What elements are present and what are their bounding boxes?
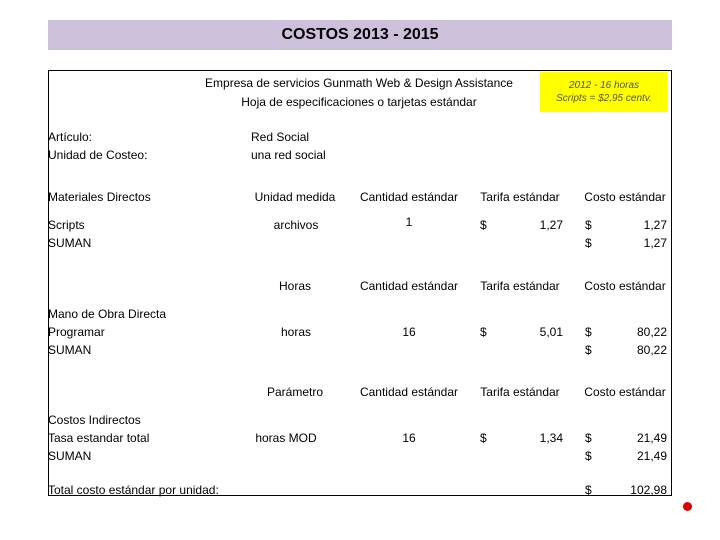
materiales-unit: archivos	[273, 218, 319, 232]
indirectos-item: Tasa estandar total	[48, 431, 150, 445]
company-name: Empresa de servicios Gunmath Web & Design Assistance	[205, 76, 513, 90]
materiales-item: Scripts	[48, 218, 85, 232]
red-dot-marker	[683, 502, 692, 511]
unidad-label: Unidad de Costeo:	[48, 148, 148, 162]
mano-obra-rate-currency: $	[480, 325, 487, 339]
materiales-col-rate: Tarifa estándar	[480, 190, 560, 204]
indirectos-sum: 21,49	[636, 449, 667, 463]
materiales-col-cost: Costo estándar	[584, 190, 666, 204]
indirectos-col-qty: Cantidad estándar	[359, 385, 459, 399]
total-currency: $	[585, 483, 592, 497]
indirectos-sum-currency: $	[585, 449, 592, 463]
note-line-1: 2012 - 16 horas	[568, 80, 640, 91]
mano-obra-cost-currency: $	[585, 325, 592, 339]
title-text: COSTOS 2013 - 2015	[281, 26, 439, 43]
mano-obra-sum-currency: $	[585, 343, 592, 357]
materiales-sum: 1,27	[643, 236, 667, 250]
mano-obra-unit: horas	[280, 325, 312, 339]
mano-obra-rate: 5,01	[539, 325, 563, 339]
mano-obra-col-qty: Cantidad estándar	[359, 279, 459, 293]
indirectos-cost-currency: $	[585, 431, 592, 445]
note-line-2: Scripts = $2,95 centv.	[556, 93, 652, 104]
indirectos-cost: 21,49	[636, 431, 667, 445]
page-title	[48, 20, 672, 50]
total-value: 102,98	[630, 483, 667, 497]
materiales-sum-currency: $	[585, 236, 592, 250]
mano-obra-qty: 16	[402, 325, 416, 339]
materiales-qty: 1	[405, 215, 413, 229]
mano-obra-suman-label: SUMAN	[48, 343, 92, 357]
materiales-rate-currency: $	[480, 218, 487, 232]
mano-obra-cost: 80,22	[636, 325, 667, 339]
articulo-value: Red Social	[251, 130, 310, 144]
mano-obra-col-rate: Tarifa estándar	[480, 279, 560, 293]
total-label: Total costo estándar por unidad:	[48, 483, 219, 497]
indirectos-suman-label: SUMAN	[48, 449, 92, 463]
indirectos-rate-currency: $	[480, 431, 487, 445]
indirectos-col-cost: Costo estándar	[584, 385, 666, 399]
indirectos-col-rate: Tarifa estándar	[480, 385, 560, 399]
materiales-cost-currency: $	[585, 218, 592, 232]
indirectos-section: Costos Indirectos	[48, 413, 141, 427]
indirectos-rate: 1,34	[539, 431, 563, 445]
materiales-cost: 1,27	[643, 218, 667, 232]
note-box	[540, 72, 668, 112]
materiales-suman-label: SUMAN	[48, 236, 92, 250]
materiales-rate: 1,27	[539, 218, 563, 232]
mano-obra-item: Programar	[48, 325, 105, 339]
mano-obra-col-cost: Costo estándar	[584, 279, 666, 293]
mano-obra-col-unit: Horas	[278, 279, 312, 293]
unidad-value: una red social	[251, 148, 326, 162]
indirectos-qty: 16	[402, 431, 416, 445]
sheet-subtitle: Hoja de especificaciones o tarjetas estándar	[241, 95, 477, 109]
mano-obra-sum: 80,22	[636, 343, 667, 357]
materiales-col-unit: Unidad medida	[254, 190, 336, 204]
articulo-label: Artículo:	[48, 130, 93, 144]
indirectos-col-unit: Parámetro	[266, 385, 324, 399]
mano-obra-section: Mano de Obra Directa	[48, 307, 167, 321]
materiales-col-qty: Cantidad estándar	[359, 190, 459, 204]
materiales-section: Materiales Directos	[48, 190, 151, 204]
indirectos-unit: horas MOD	[255, 431, 317, 445]
